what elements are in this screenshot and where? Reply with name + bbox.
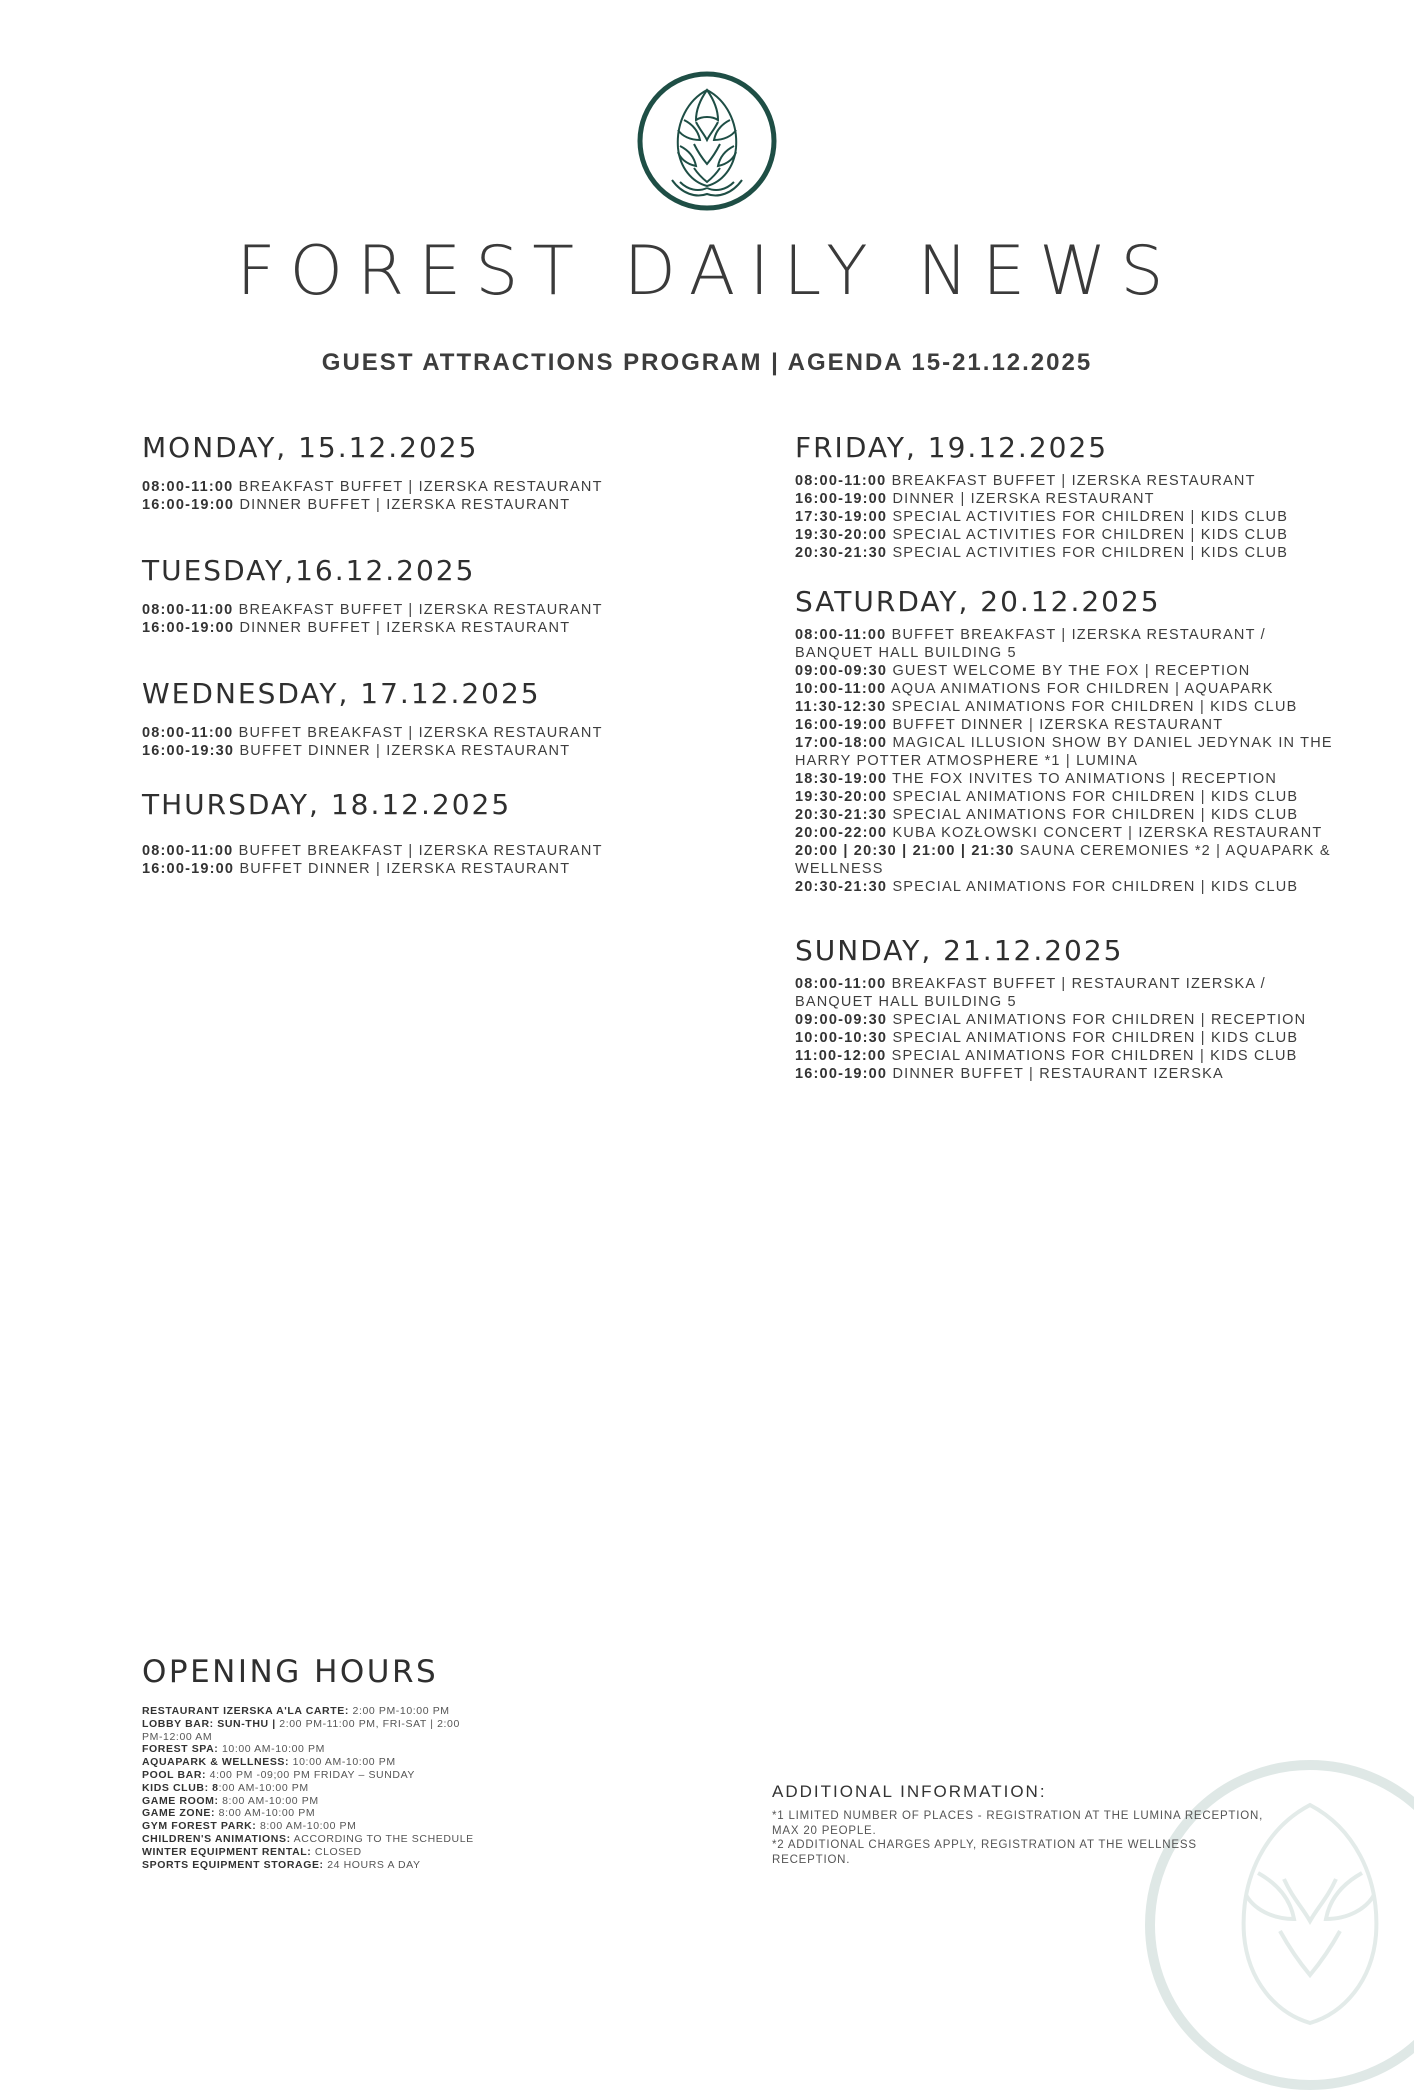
event-time: 19:30-20:00 xyxy=(795,527,888,543)
opening-hours-value: :00 AM-10:00 PM xyxy=(218,1781,309,1794)
opening-hours-label: RESTAURANT IZERSKA A'LA CARTE: xyxy=(142,1705,349,1717)
event-row xyxy=(795,806,1335,824)
event-time: 17:00-18:00 xyxy=(795,735,888,751)
event-time: 16:00-19:00 xyxy=(795,1066,888,1082)
event-time: 16:00-19:00 xyxy=(142,861,235,877)
event-time: 08:00-11:00 xyxy=(142,479,234,495)
opening-hours-item xyxy=(142,1807,482,1820)
day-wednesday xyxy=(142,677,682,760)
opening-hours-value: 4:00 PM -09;00 PM FRIDAY – SUNDAY xyxy=(209,1768,416,1781)
opening-hours-label: FOREST SPA: xyxy=(142,1743,219,1756)
opening-hours-label: CHILDREN'S ANIMATIONS: xyxy=(142,1832,291,1845)
event-text: BREAKFAST BUFFET | IZERSKA RESTAURANT xyxy=(238,602,603,618)
event-text: BUFFET BREAKFAST | IZERSKA RESTAURANT xyxy=(238,725,603,741)
event-time: 10:00-11:00 xyxy=(795,681,887,697)
event-row xyxy=(795,544,1335,562)
event-row xyxy=(142,619,682,637)
opening-hours-item xyxy=(142,1769,482,1782)
event-time: 20:30-21:30 xyxy=(795,807,888,823)
event-text: SPECIAL ANIMATIONS FOR CHILDREN | KIDS CLUB xyxy=(892,879,1299,895)
event-text: THE FOX INVITES TO ANIMATIONS | RECEPTION xyxy=(892,771,1278,787)
event-text: BUFFET DINNER | IZERSKA RESTAURANT xyxy=(239,743,571,759)
day-title: SUNDAY, 21.12.2025 xyxy=(795,934,1124,967)
event-row xyxy=(795,1065,1335,1083)
event-row xyxy=(795,1011,1335,1029)
event-time: 20:00 | 20:30 | 21:00 | 21:30 xyxy=(795,843,1015,859)
event-time: 16:00-19:00 xyxy=(795,717,888,733)
opening-hours-value: 10:00 AM-10:00 PM xyxy=(221,1743,325,1756)
opening-hours-item xyxy=(142,1859,482,1872)
event-text: SAUNA CEREMONIES *2 | AQUAPARK & WELLNESS xyxy=(795,843,1331,877)
opening-hours-value: 24 HOURS A DAY xyxy=(327,1858,421,1871)
event-row xyxy=(142,742,682,760)
event-text: DINNER BUFFET | IZERSKA RESTAURANT xyxy=(239,497,571,513)
event-text: KUBA KOZŁOWSKI CONCERT | IZERSKA RESTAURANT xyxy=(892,825,1323,841)
event-row xyxy=(142,496,682,514)
additional-info-notes xyxy=(772,1809,1272,1867)
opening-hours-item xyxy=(142,1833,482,1846)
opening-hours-label: WINTER EQUIPMENT RENTAL: xyxy=(142,1845,312,1858)
event-text: BREAKFAST BUFFET | IZERSKA RESTAURANT xyxy=(891,473,1256,489)
opening-hours-item xyxy=(142,1705,482,1718)
opening-hours-value: 2:00 PM-10:00 PM xyxy=(352,1705,450,1717)
event-text: SPECIAL ACTIVITIES FOR CHILDREN | KIDS CLUB xyxy=(892,527,1289,543)
event-time: 16:00-19:00 xyxy=(142,620,235,636)
event-text: SPECIAL ANIMATIONS FOR CHILDREN | RECEPTION xyxy=(892,1012,1307,1028)
event-row xyxy=(142,842,682,860)
event-time: 16:00-19:00 xyxy=(142,497,235,513)
event-time: 20:30-21:30 xyxy=(795,545,888,561)
event-time: 11:00-12:00 xyxy=(795,1048,887,1064)
opening-hours-item xyxy=(142,1756,482,1769)
event-text: SPECIAL ANIMATIONS FOR CHILDREN | KIDS CLUB xyxy=(892,807,1299,823)
event-text: BUFFET DINNER | IZERSKA RESTAURANT xyxy=(892,717,1224,733)
event-row xyxy=(142,724,682,742)
event-time: 17:30-19:00 xyxy=(795,509,888,525)
day-saturday xyxy=(795,585,1335,896)
event-row xyxy=(142,601,682,619)
opening-hours-label: GAME ZONE: xyxy=(142,1807,216,1820)
day-thursday xyxy=(142,788,682,878)
opening-hours-value: CLOSED xyxy=(314,1845,362,1858)
day-title: SATURDAY, 20.12.2025 xyxy=(795,585,1161,618)
event-row xyxy=(795,975,1335,1011)
day-sunday xyxy=(795,934,1335,1083)
event-text: DINNER BUFFET | RESTAURANT IZERSKA xyxy=(892,1066,1224,1082)
event-time: 08:00-11:00 xyxy=(795,627,887,643)
opening-hours-value: ACCORDING TO THE SCHEDULE xyxy=(293,1832,474,1845)
day-title: MONDAY, 15.12.2025 xyxy=(142,431,479,464)
event-row xyxy=(795,878,1335,896)
event-text: MAGICAL ILLUSION SHOW BY DANIEL JEDYNAK IN THE HARRY POTTER ATMOSPHERE *1 | LUMINA xyxy=(795,735,1333,769)
day-tuesday xyxy=(142,554,682,637)
event-time: 10:00-10:30 xyxy=(795,1030,888,1046)
event-row xyxy=(795,490,1335,508)
event-text: SPECIAL ACTIVITIES FOR CHILDREN | KIDS CLUB xyxy=(892,509,1289,525)
event-row xyxy=(142,860,682,878)
event-time: 08:00-11:00 xyxy=(142,843,234,859)
event-row xyxy=(795,734,1335,770)
event-row xyxy=(795,1029,1335,1047)
day-friday xyxy=(795,431,1335,562)
event-time: 18:30-19:00 xyxy=(795,771,888,787)
event-time: 16:00-19:00 xyxy=(795,491,888,507)
additional-info-title: ADDITIONAL INFORMATION: xyxy=(772,1782,1047,1801)
event-time: 08:00-11:00 xyxy=(142,602,234,618)
opening-hours-value: 8:00 AM-10:00 PM xyxy=(222,1794,319,1807)
event-row xyxy=(795,824,1335,842)
opening-hours-list xyxy=(142,1705,482,1871)
opening-hours-item xyxy=(142,1782,482,1795)
opening-hours-item xyxy=(142,1718,482,1744)
opening-hours-label: GAME ROOM: xyxy=(142,1794,219,1807)
event-row xyxy=(795,680,1335,698)
opening-hours-label: KIDS CLUB: 8 xyxy=(142,1781,219,1794)
opening-hours-item xyxy=(142,1743,482,1756)
event-text: SPECIAL ANIMATIONS FOR CHILDREN | KIDS CLUB xyxy=(891,699,1298,715)
opening-hours-title: OPENING HOURS xyxy=(142,1654,439,1690)
event-row xyxy=(795,626,1335,662)
event-text: BUFFET BREAKFAST | IZERSKA RESTAURANT xyxy=(238,843,603,859)
opening-hours-item xyxy=(142,1795,482,1808)
event-row xyxy=(142,478,682,496)
event-text: SPECIAL ANIMATIONS FOR CHILDREN | KIDS CLUB xyxy=(892,789,1299,805)
event-time: 19:30-20:00 xyxy=(795,789,888,805)
event-text: SPECIAL ANIMATIONS FOR CHILDREN | KIDS CLUB xyxy=(892,1030,1299,1046)
event-time: 08:00-11:00 xyxy=(142,725,234,741)
event-time: 16:00-19:30 xyxy=(142,743,235,759)
event-text: SPECIAL ACTIVITIES FOR CHILDREN | KIDS CLUB xyxy=(892,545,1289,561)
event-text: AQUA ANIMATIONS FOR CHILDREN | AQUAPARK xyxy=(890,681,1274,697)
event-text: DINNER BUFFET | IZERSKA RESTAURANT xyxy=(239,620,571,636)
event-row xyxy=(795,770,1335,788)
event-row xyxy=(795,788,1335,806)
additional-info-note: *2 ADDITIONAL CHARGES APPLY, REGISTRATION AT THE WELLNESS RECEPTION. xyxy=(772,1839,1197,1866)
additional-info-note: *1 LIMITED NUMBER OF PLACES - REGISTRATION AT THE LUMINA RECEPTION, MAX 20 PEOPLE. xyxy=(772,1810,1264,1837)
event-time: 08:00-11:00 xyxy=(795,976,887,992)
opening-hours-label: POOL BAR: xyxy=(142,1768,207,1781)
event-time: 20:30-21:30 xyxy=(795,879,888,895)
event-row xyxy=(795,472,1335,490)
event-text: BREAKFAST BUFFET | IZERSKA RESTAURANT xyxy=(238,479,603,495)
event-row xyxy=(795,698,1335,716)
event-time: 20:00-22:00 xyxy=(795,825,888,841)
opening-hours-label: SPORTS EQUIPMENT STORAGE: xyxy=(142,1858,324,1871)
day-title: TUESDAY,16.12.2025 xyxy=(142,554,476,587)
event-time: 11:30-12:30 xyxy=(795,699,887,715)
opening-hours-label: LOBBY BAR: SUN-THU | xyxy=(142,1717,276,1730)
event-row xyxy=(795,1047,1335,1065)
event-text: GUEST WELCOME BY THE FOX | RECEPTION xyxy=(892,663,1251,679)
opening-hours-label: AQUAPARK & WELLNESS: xyxy=(142,1756,290,1769)
page-title: FOREST DAILY NEWS xyxy=(236,232,1178,311)
event-time: 08:00-11:00 xyxy=(795,473,887,489)
opening-hours-item xyxy=(142,1846,482,1859)
pinecone-watermark-icon xyxy=(1140,1755,1414,2095)
event-text: BREAKFAST BUFFET | RESTAURANT IZERSKA / BANQUET HALL BUILDING 5 xyxy=(795,976,1266,1010)
event-text: BUFFET DINNER | IZERSKA RESTAURANT xyxy=(239,861,571,877)
day-title: WEDNESDAY, 17.12.2025 xyxy=(142,677,541,710)
opening-hours-value: 10:00 AM-10:00 PM xyxy=(292,1756,396,1769)
page-subtitle: GUEST ATTRACTIONS PROGRAM | AGENDA 15-21.12.2025 xyxy=(321,349,1093,376)
opening-hours-value: 8:00 AM-10:00 PM xyxy=(218,1807,316,1820)
event-text: DINNER | IZERSKA RESTAURANT xyxy=(892,491,1155,507)
opening-hours-value: 8:00 AM-10:00 PM xyxy=(259,1820,357,1833)
day-title: FRIDAY, 19.12.2025 xyxy=(795,431,1109,464)
event-row xyxy=(795,842,1335,878)
event-row xyxy=(795,716,1335,734)
opening-hours-label: GYM FOREST PARK: xyxy=(142,1820,257,1833)
event-row xyxy=(795,508,1335,526)
day-monday xyxy=(142,431,682,514)
event-text: BUFFET BREAKFAST | IZERSKA RESTAURANT / BANQUET HALL BUILDING 5 xyxy=(795,627,1266,661)
event-time: 09:00-09:30 xyxy=(795,1012,888,1028)
event-row xyxy=(795,662,1335,680)
event-text: SPECIAL ANIMATIONS FOR CHILDREN | KIDS CLUB xyxy=(891,1048,1298,1064)
event-row xyxy=(795,526,1335,544)
event-time: 09:00-09:30 xyxy=(795,663,888,679)
opening-hours-item xyxy=(142,1820,482,1833)
opening-hours-value: 2:00 PM-11:00 PM, FRI-SAT | 2:00 PM-12:00 AM xyxy=(142,1717,460,1743)
day-title: THURSDAY, 18.12.2025 xyxy=(142,788,512,821)
pinecone-logo-icon xyxy=(636,70,778,212)
